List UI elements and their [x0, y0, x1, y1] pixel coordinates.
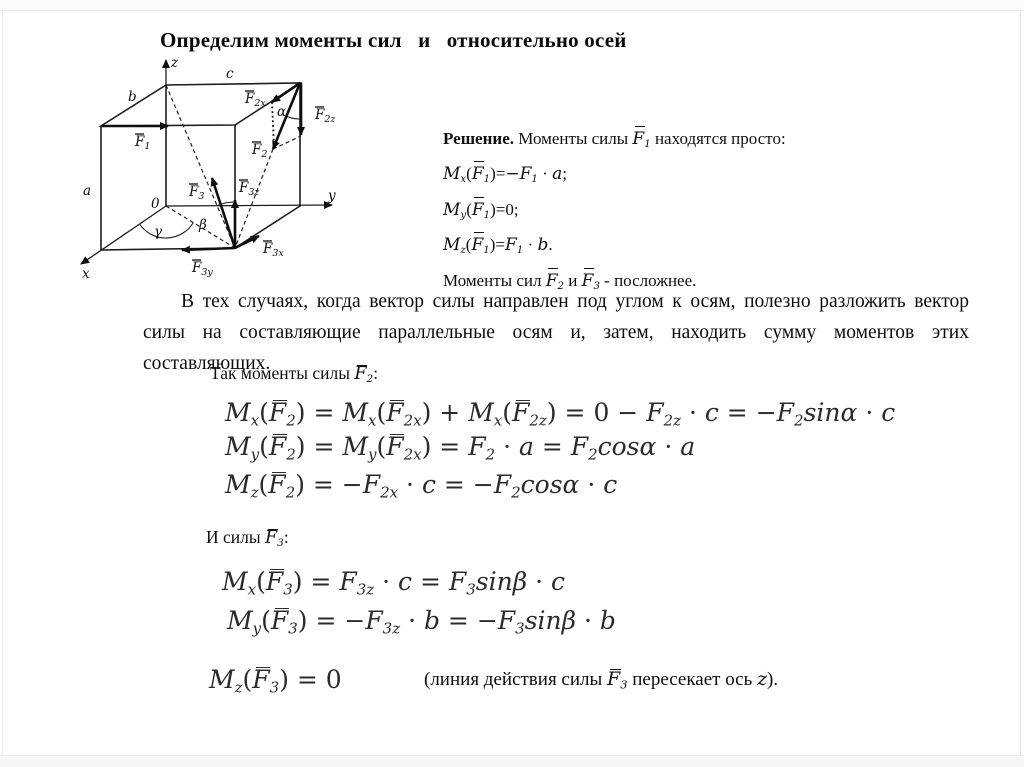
label-f3x: $F_{3x}$: [263, 241, 284, 259]
label-alpha: α: [277, 104, 287, 120]
moments-f2-f3-note: Моменты сил F2 и F3 - посложнее.: [443, 266, 863, 301]
formula-my-f2: My(F2) = My(F2x) = F2 · a = F2cosα · a: [225, 432, 696, 464]
lead-f3: И силы F3:: [206, 527, 289, 550]
label-beta: β: [199, 217, 207, 233]
slide-right-edge: [1020, 10, 1021, 755]
force-diagram: [58, 50, 358, 290]
f3x-arrow: [235, 236, 259, 248]
label-f2: $F_2$: [252, 142, 268, 160]
formula-mx-f3: Mx(F3) = F3z · c = F3sinβ · c: [222, 567, 566, 599]
label-f1: $F_1$: [135, 134, 151, 152]
viewer-bottom-strip: [0, 755, 1024, 767]
f3-arrow: [212, 178, 235, 248]
lead-f2: Так моменты силы F2:: [210, 363, 379, 386]
label-x-axis: x: [82, 266, 90, 282]
body-paragraph: В тех случаях, когда вектор силы направлен под углом к осям, полезно разложить вектор силы на составляющие параллельные осям и, затем, находить сумму моментов этих составляющих.: [143, 291, 969, 374]
label-y-axis: y: [328, 188, 336, 204]
mz-f3-note: (линия действия силы F3 пересекает ось z).: [424, 668, 779, 692]
formula-mx-f2: Mx(F2) = Mx(F2x) + Mx(F2z) = 0 − F2z · c = −F2sinα · c: [225, 398, 896, 430]
label-f2z: $F_{2z}$: [315, 107, 336, 125]
slide-title: Определим моменты сил и относительно осей: [160, 28, 627, 52]
label-f3y: $F_{3y}$: [192, 260, 213, 278]
label-dim-a: a: [83, 183, 92, 199]
formula-mz-f3: Mz(F3) = 0: [209, 665, 342, 697]
label-f3z: $F_{3z}$: [239, 180, 260, 198]
moment-my-f1: My(F1)=0;: [443, 195, 863, 230]
formula-my-f3: My(F3) = −F3z · b = −F3sinβ · b: [227, 606, 616, 638]
label-origin: 0: [151, 196, 160, 212]
solution-heading: Решение. Моменты силы F1 находятся просто:: [443, 124, 863, 159]
slide-left-edge: [2, 10, 3, 755]
label-f2x: $F_{2x}$: [245, 91, 266, 109]
label-gamma: γ: [154, 224, 163, 240]
label-z-axis: z: [171, 55, 179, 71]
solution-block: [443, 124, 863, 301]
label-dim-b: b: [128, 89, 137, 105]
moment-mx-f1: Mx(F1)=−F1 · a;: [443, 159, 863, 194]
angle-arcs: [140, 116, 301, 238]
label-f3: $F_3$: [189, 184, 205, 202]
coordinate-axes: [81, 60, 332, 264]
viewer-top-strip: [0, 0, 1024, 11]
moment-mz-f1: Mz(F1)=F1 · b.: [443, 230, 863, 265]
label-dim-c: c: [226, 66, 234, 82]
formula-mz-f2: Mz(F2) = −F2x · c = −F2cosα · c: [225, 470, 618, 502]
